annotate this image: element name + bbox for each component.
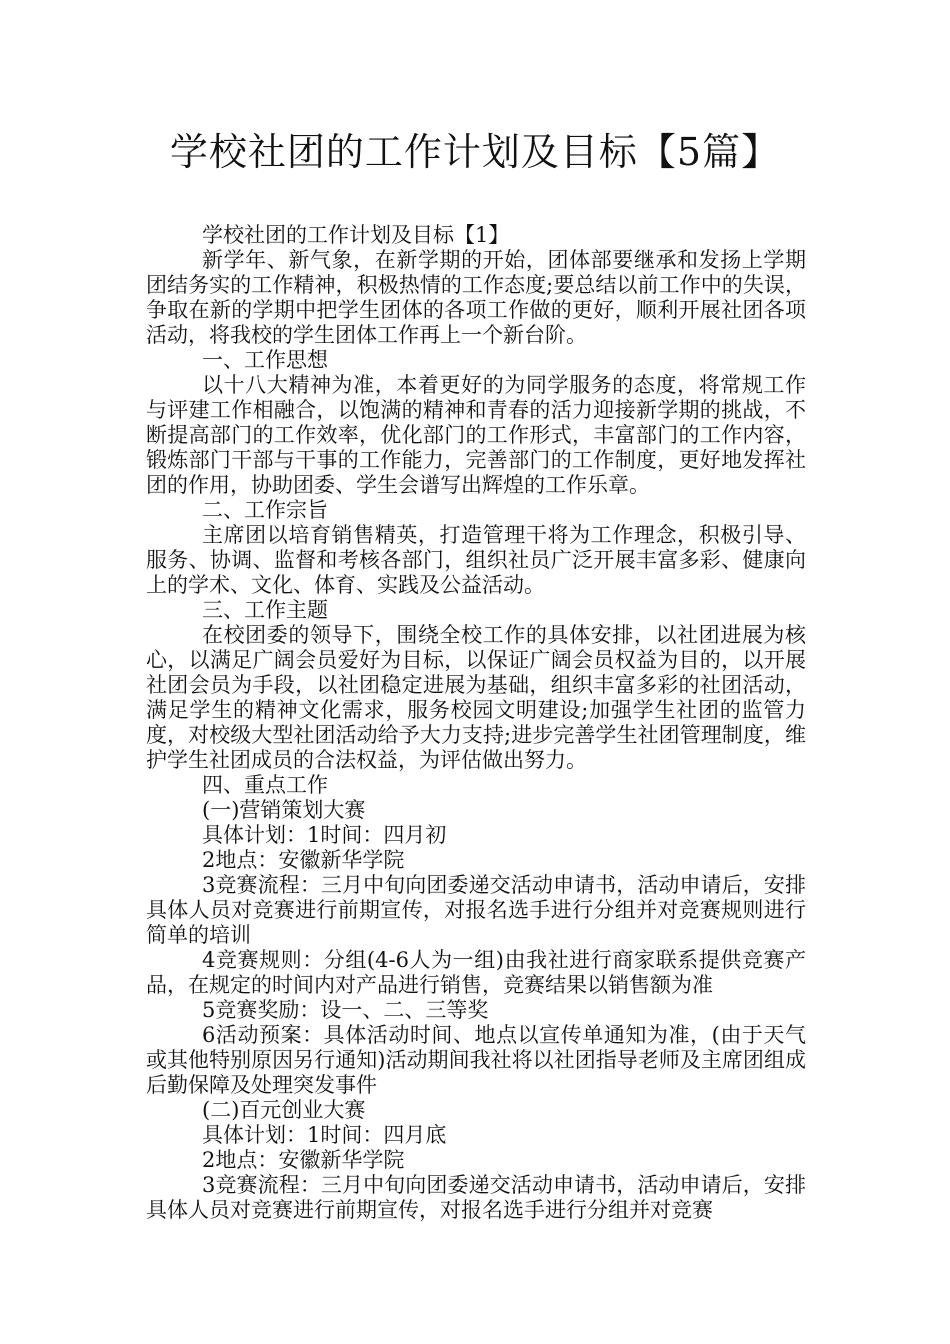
plan-item-awards-1: 5竞赛奖励：设一、二、三等奖 [202,998,489,1022]
heading-work-theme: 三、工作主题 [202,598,328,622]
plan-item-contingency-1: 6活动预案：具体活动时间、地点以宣传单通知为准，(由于天气或其他特别原因另行通知)活动期间我社将以社团指导老师及主席团组成后勤保障及处理突发事件 [146,1023,806,1097]
plan-item-time-1: 具体计划：1时间：四月初 [202,823,447,847]
paragraph-intro: 新学年、新气象，在新学期的开始，团体部要继承和发扬上学期团结务实的工作精神，积极热情的工作态度;要总结以前工作中的失误，争取在新的学期中把学生团体的各项工作做的更好，顺利开展社团各项活动，将我校的学生团体工作再上一个新台阶。 [146,248,806,347]
subheading-marketing-contest: (一)营销策划大赛 [202,798,366,822]
document-body [146,223,806,1223]
plan-item-place-1: 2地点：安徽新华学院 [202,848,405,872]
paragraph-work-theme: 在校团委的领导下，围绕全校工作的具体安排，以社团进展为核心，以满足广阔会员爱好为目标，以保证广阔会员权益为目的，以开展社团会员为手段，以社团稳定进展为基础，组织丰富多彩的社团活动，满足学生的精神文化需求，服务校园文明建设;加强学生社团的监管力度，对校级大型社团活动给予大力支持;进步完善学生社团管理制度，维护学生社团成员的合法权益，为评估做出努力。 [146,623,806,772]
paragraph-work-purpose: 主席团以培育销售精英，打造管理干将为工作理念，积极引导、服务、协调、监督和考核各部门，组织社员广泛开展丰富多彩、健康向上的学术、文化、体育、实践及公益活动。 [146,523,806,597]
plan-item-process-1: 3竞赛流程：三月中旬向团委递交活动申请书，活动申请后，安排具体人员对竞赛进行前期宣传，对报名选手进行分组并对竞赛规则进行简单的培训 [146,873,806,947]
paragraph-section-heading-1: 学校社团的工作计划及目标【1】 [202,223,510,247]
heading-work-purpose: 二、工作宗旨 [202,498,328,522]
plan-item-place-2: 2地点：安徽新华学院 [202,1148,405,1172]
paragraph-work-thought: 以十八大精神为准，本着更好的为同学服务的态度，将常规工作与评建工作相融合，以饱满的精神和青春的活力迎接新学期的挑战，不断提高部门的工作效率，优化部门的工作形式，丰富部门的工作内容，锻炼部门干部与干事的工作能力，完善部门的工作制度，更好地发挥社团的作用，协助团委、学生会谱写出辉煌的工作乐章。 [146,373,806,497]
plan-item-rules-1: 4竞赛规则：分组(4-6人为一组)由我社进行商家联系提供竞赛产品，在规定的时间内对产品进行销售，竞赛结果以销售额为准 [146,948,806,997]
heading-work-thought: 一、工作思想 [202,348,328,372]
plan-item-time-2: 具体计划：1时间：四月底 [202,1123,447,1147]
subheading-startup-contest: (二)百元创业大赛 [202,1098,366,1122]
plan-item-process-2: 3竞赛流程：三月中旬向团委递交活动申请书，活动申请后，安排具体人员对竞赛进行前期宣传，对报名选手进行分组并对竞赛 [146,1173,806,1222]
heading-key-work: 四、重点工作 [202,773,328,797]
document-title: 学校社团的工作计划及目标【5篇】 [169,130,781,174]
